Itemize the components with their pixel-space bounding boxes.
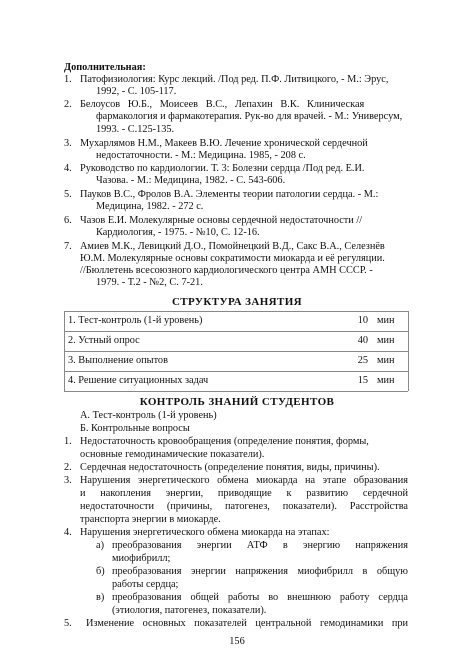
structure-title: СТРУКТУРА ЗАНЯТИЯ xyxy=(171,296,303,308)
table-row-3-unit: мин xyxy=(377,355,395,366)
table-rule xyxy=(64,311,408,312)
table-row-1-label: 1. Тест-контроль (1-й уровень) xyxy=(68,315,203,326)
ref-3-number: 3. xyxy=(64,138,72,149)
table-rule xyxy=(64,331,408,332)
ref-7-line-2: Ю.М. Молекулярные основы сократимости миокарда и её регуляции. xyxy=(80,253,385,264)
ref-4-number: 4. xyxy=(64,163,72,174)
ref-5-line-1: Пауков В.С., Фролов В.А. Элементы теории патологии сердца. - М.: xyxy=(80,189,379,200)
question-4-line-1: Нарушения энергетического обмена миокарда на этапах: xyxy=(80,527,330,538)
table-row-3-label: 3. Выполнение опытов xyxy=(68,355,168,366)
table-rule xyxy=(64,351,408,352)
subitem-b-line-1: преобразования энергии напряжения миофибрилл в общую xyxy=(112,566,408,577)
question-2-number: 2. xyxy=(64,462,72,473)
question-1-number: 1. xyxy=(64,436,72,447)
table-row-2-unit: мин xyxy=(377,335,395,346)
table-row-4-unit: мин xyxy=(377,375,395,386)
table-row-4-value: 15 xyxy=(357,375,368,386)
ref-6-number: 6. xyxy=(64,215,72,226)
question-1-line-2: основные гемодинамические показатели). xyxy=(80,449,265,460)
ref-2-line-2: фармакология и фармакотерапия. Рук-во для врачей. - М.: Универсум, xyxy=(96,111,403,122)
question-3-line-1: Нарушения энергетического обмена миокарда на этапе образования xyxy=(80,475,408,486)
question-4-number: 4. xyxy=(64,527,72,538)
table-row-2-value: 40 xyxy=(357,335,368,346)
question-2-line-1: Сердечная недостаточность (определение понятия, виды, причины). xyxy=(80,462,380,473)
ref-2-line-1: Белоусов Ю.Б., Моисеев В.С., Лепахин В.К. Клиническая xyxy=(80,99,365,110)
subitem-b-letter: б) xyxy=(96,566,105,577)
table-row-4-label: 4. Решение ситуационных задач xyxy=(68,375,209,386)
ref-4-line-2: Чазова. - М.: Медицина, 1982. - С. 543-606. xyxy=(96,175,286,186)
table-row-3-value: 25 xyxy=(357,355,368,366)
control-sub-a: А. Тест-контроль (1-й уровень) xyxy=(80,410,217,421)
question-3-line-2: и накопления энергии, приводящие к развитию сердечной xyxy=(80,488,408,499)
ref-1-line-2: 1992, - С. 105-117. xyxy=(96,86,177,97)
table-row-1-value: 10 xyxy=(357,315,368,326)
question-3-line-3: недостаточности (причины, патогенез, показатели). Расстройства xyxy=(80,501,408,512)
subitem-a-letter: а) xyxy=(96,540,104,551)
subitem-a-line-1: преобразования энергии АТФ в энергию напряжения xyxy=(112,540,408,551)
ref-6-line-2: Кардиология, - 1975. - №10, С. 12-16. xyxy=(96,227,260,238)
question-5-number: 5. xyxy=(64,618,72,629)
subitem-b-line-2: работы сердца; xyxy=(112,579,179,590)
ref-7-line-3: //Бюллетень всесоюзного кардиологического центра АМН СССР. - xyxy=(80,265,373,276)
control-sub-b: Б. Контрольные вопросы xyxy=(80,423,190,434)
ref-6-line-1: Чазов Е.И. Молекулярные основы сердечной недостаточности // xyxy=(80,215,363,226)
subitem-c-line-2: (этиология, патогенез, показатели). xyxy=(112,605,267,616)
ref-2-number: 2. xyxy=(64,99,72,110)
ref-7-number: 7. xyxy=(64,241,72,252)
table-rule xyxy=(64,371,408,372)
question-1-line-1: Недостаточность кровообращения (определение понятия, формы, xyxy=(80,436,369,447)
ref-3-line-1: Мухарлямов Н.М., Макеев В.Ю. Лечение хронической сердечной xyxy=(80,138,368,149)
subitem-c-line-1: преобразования общей работы во внешнюю работу сердца xyxy=(112,592,408,603)
ref-1-number: 1. xyxy=(64,74,72,85)
ref-5-line-2: Медицина, 1982. - 272 с. xyxy=(96,201,204,212)
table-border-right xyxy=(408,311,409,391)
ref-1-line-1: Патофизиология: Курс лекций. /Под ред. П.Ф. Литвицкого, - М.: Эрус, xyxy=(80,74,389,85)
question-3-number: 3. xyxy=(64,475,72,486)
ref-2-line-3: 1993. - С.125-135. xyxy=(96,124,175,135)
table-rule xyxy=(64,391,408,392)
subitem-a-line-2: миофибрилл; xyxy=(112,553,171,564)
table-row-2-label: 2. Устный опрос xyxy=(68,335,140,346)
table-row-1-unit: мин xyxy=(377,315,395,326)
ref-3-line-2: недостаточности. - М.: Медицина. 1985, - 208 с. xyxy=(96,150,306,161)
ref-5-number: 5. xyxy=(64,189,72,200)
question-3-line-4: транспорта энергии в миокарде. xyxy=(80,514,221,525)
references-heading: Дополнительная: xyxy=(64,62,146,73)
control-title: КОНТРОЛЬ ЗНАНИЙ СТУДЕНТОВ xyxy=(139,396,335,408)
ref-7-line-1: Амиев М.К., Левицкий Д.О., Помойнецкий В.Д., Сакс В.А., Селезнёв xyxy=(80,241,385,252)
ref-4-line-1: Руководство по кардиологии. Т. 3: Болезни сердца /Под ред. Е.И. xyxy=(80,163,365,174)
subitem-c-letter: в) xyxy=(96,592,105,603)
ref-7-line-4: 1979. - Т.2 - №2, С. 7-21. xyxy=(96,277,203,288)
question-5-line-1: Изменение основных показателей центральной гемодинамики при xyxy=(86,618,408,629)
page-number: 156 xyxy=(229,636,245,647)
table-border-left xyxy=(64,311,65,391)
